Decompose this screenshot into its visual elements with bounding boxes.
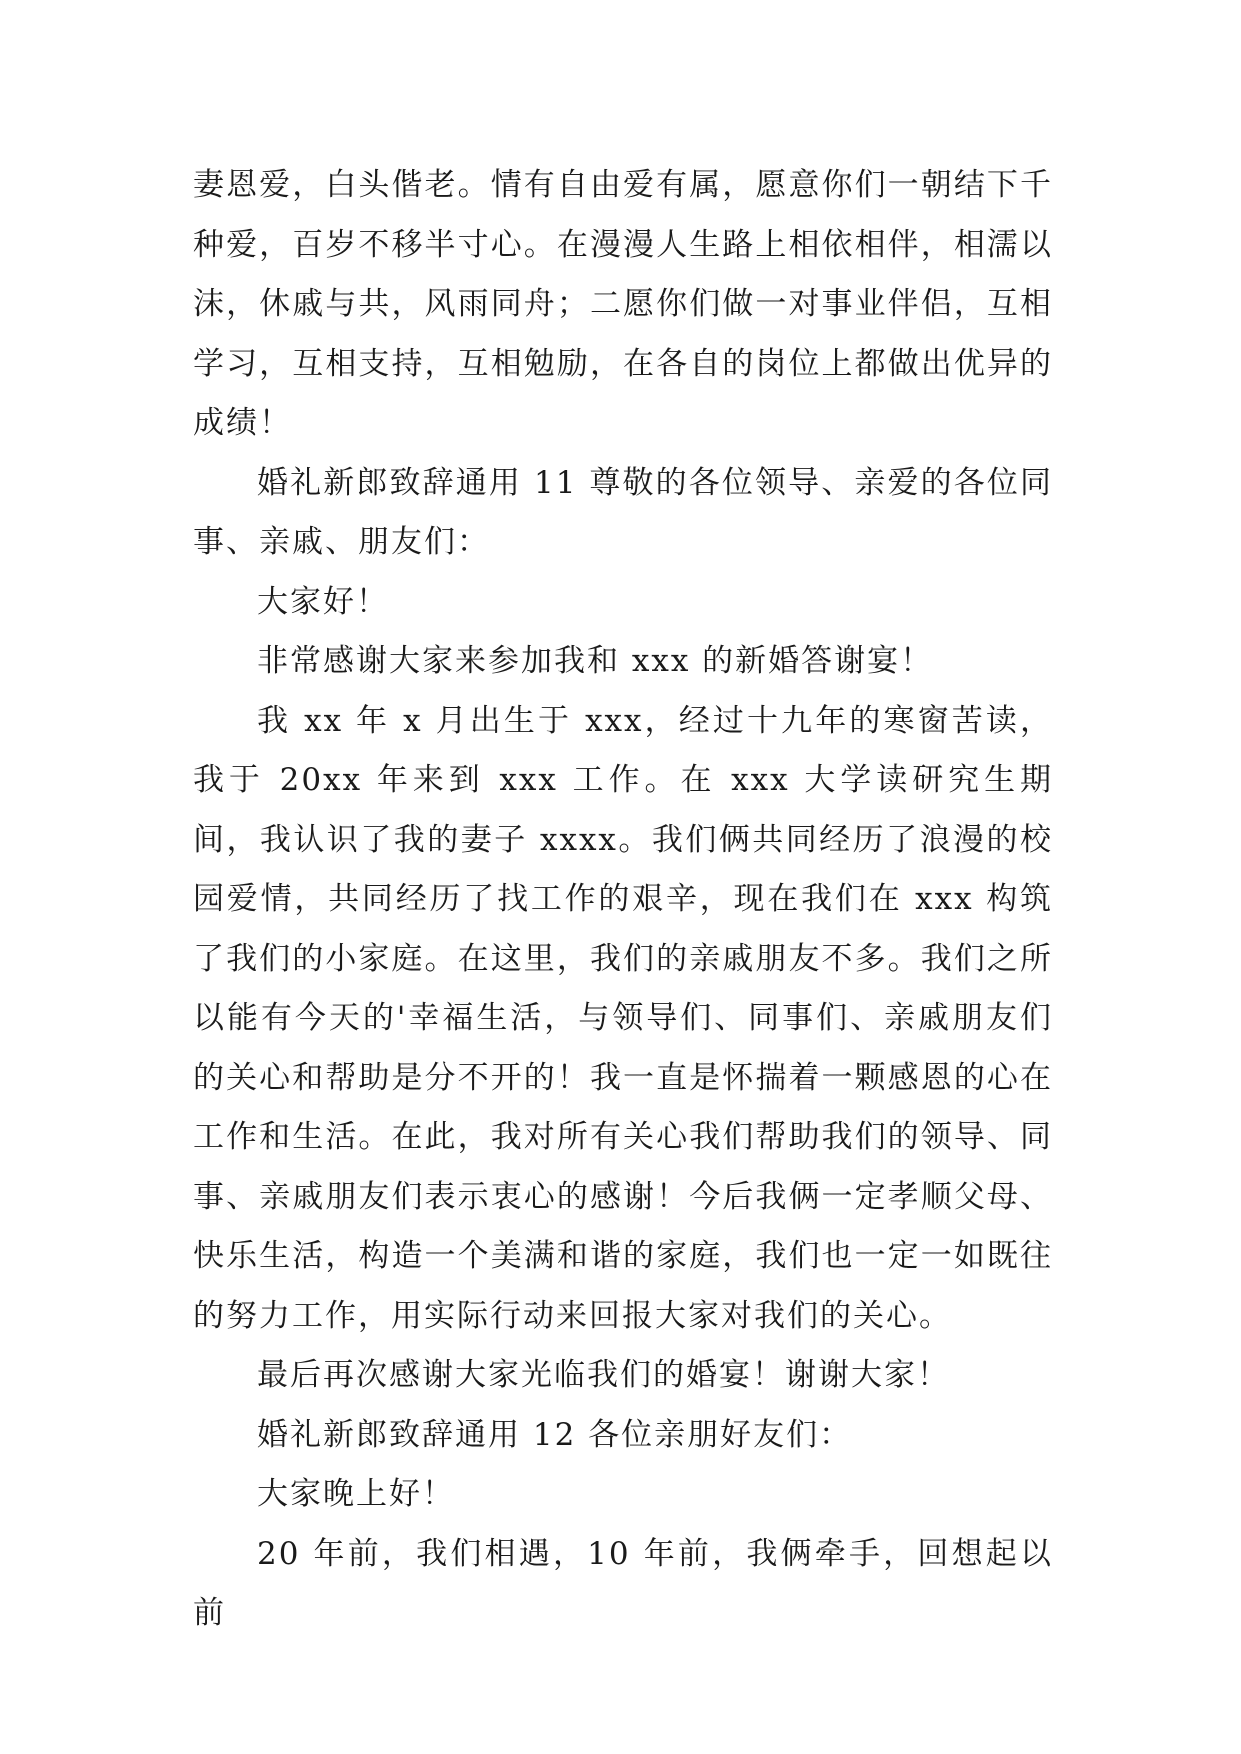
document-body — [193, 156, 1053, 1644]
paragraph-continued-blessing: 妻恩爱，白头偕老。情有自由爱有属，愿意你们一朝结下千种爱，百岁不移半寸心。在漫漫人生路上相依相伴，相濡以沫，休戚与共，风雨同舟；二愿你们做一对事业伴侣，互相学习，互相支持，互相勉励，在各自的岗位上都做出优异的成绩！ — [193, 167, 1053, 441]
paragraph-speech-11-heading: 婚礼新郎致辞通用 11 尊敬的各位领导、亲爱的各位同事、亲戚、朋友们： — [193, 464, 1053, 560]
paragraph-evening-greeting: 大家晚上好！ — [257, 1476, 455, 1512]
paragraph-reminiscence: 20 年前，我们相遇，10 年前，我俩牵手，回想起以前 — [193, 1535, 1053, 1631]
paragraph-closing-thanks: 最后再次感谢大家光临我们的婚宴！谢谢大家！ — [257, 1357, 950, 1393]
paragraph-greeting: 大家好！ — [257, 583, 389, 620]
paragraph-speech-12-heading: 婚礼新郎致辞通用 12 各位亲朋好友们： — [257, 1416, 853, 1453]
paragraph-thanks-attendance: 非常感谢大家来参加我和 xxx 的新婚答谢宴！ — [257, 643, 934, 679]
paragraph-personal-story: 我 xx 年 x 月出生于 xxx，经过十九年的寒窗苦读，我于 20xx 年来到 xxx 工作。在 xxx 大学读研究生期间，我认识了我的妻子 xxxx。我们俩共同经历了浪漫的校园爱情，共同经历了找工作的艰辛，现在我们在 xxx 构筑了我们的小家庭。在这里，我们的亲戚朋友不多。我们之所以能有今天的'幸福生活，与领导们、同事们、亲戚朋友们的关心和帮助是分不开的！我一直是怀揣着一颗感恩的心在工作和生活。在此，我对所有关心我们帮助我们的领导、同事、亲戚朋友们表示衷心的感谢！今后我俩一定孝顺父母、快乐生活，构造一个美满和谐的家庭，我们也一定一如既往的努力工作，用实际行动来回报大家对我们的关心。 — [193, 702, 1053, 1334]
